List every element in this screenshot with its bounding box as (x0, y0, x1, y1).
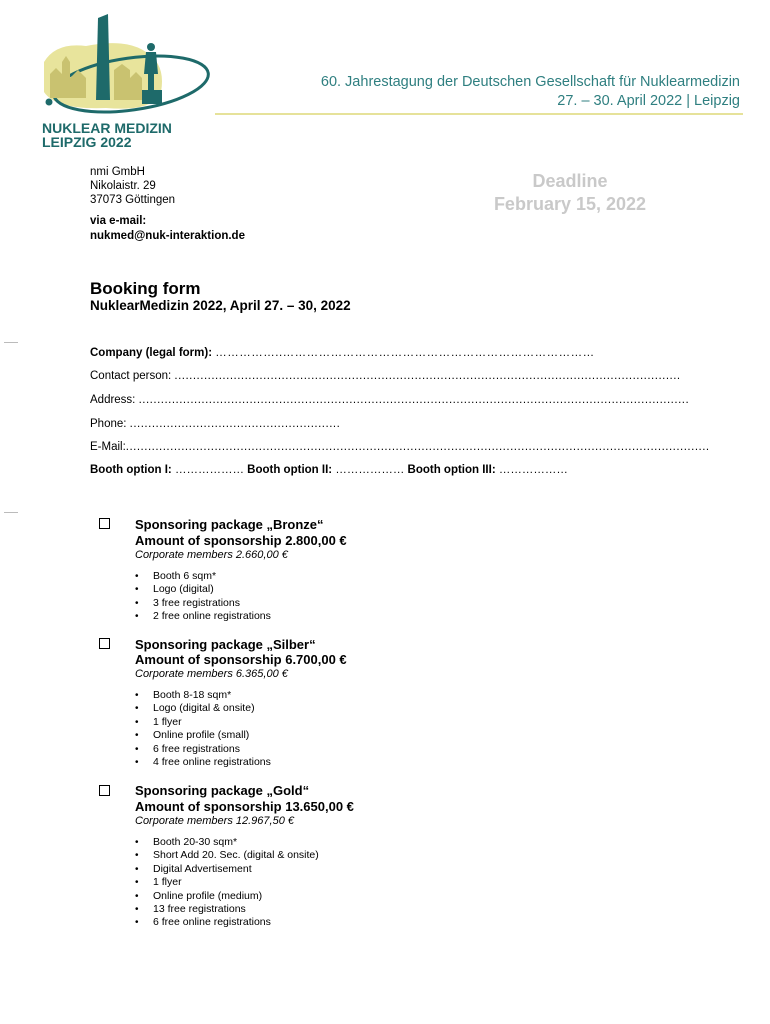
deadline-date: February 15, 2022 (493, 194, 647, 214)
list-item: • Online profile (small) (135, 729, 271, 742)
bronze-package-amount: Amount of sponsorship 2.800,00 € (135, 533, 347, 548)
list-item: • 6 free registrations (135, 743, 271, 756)
gold-package-benefits (135, 836, 319, 930)
congress-date-location: 27. – 30. April 2022 | Leipzig (557, 93, 740, 109)
bronze-package-title: Sponsoring package „Bronze“ (135, 517, 324, 532)
silber-package-amount: Amount of sponsorship 6.700,00 € (135, 652, 347, 667)
booth-options-row[interactable] (90, 464, 638, 476)
address-label: Address: (90, 394, 136, 406)
contact-label: Contact person: (90, 370, 172, 382)
list-item: • 1 flyer (135, 716, 271, 729)
list-item: • Booth 20-30 sqm* (135, 836, 319, 849)
congress-title: 60. Jahrestagung der Deutschen Gesellschaft für Nuklearmedizin (320, 74, 740, 90)
list-item: • 3 free registrations (135, 597, 271, 610)
via-email-label: via e-mail: (90, 215, 147, 227)
logo-title: NUKLEAR MEDIZIN (42, 120, 172, 136)
list-item: • Booth 8-18 sqm* (135, 689, 271, 702)
contact-field[interactable] (90, 370, 681, 382)
list-item: • 2 free online registrations (135, 610, 271, 623)
margin-mark (4, 512, 18, 513)
list-item: • 6 free online registrations (135, 916, 319, 929)
list-item: • Logo (digital) (135, 583, 271, 596)
list-item: • 13 free registrations (135, 903, 319, 916)
list-item: • 1 flyer (135, 876, 319, 889)
list-item: • Logo (digital & onsite) (135, 702, 271, 715)
recipient-street: Nikolaistr. 29 (90, 180, 156, 192)
list-item: • Digital Advertisement (135, 863, 319, 876)
header-rule (215, 113, 743, 115)
email-field[interactable] (90, 441, 710, 453)
gold-package-amount: Amount of sponsorship 13.650,00 € (135, 799, 354, 814)
address-fill-line[interactable]: ..................................................................................................................................................... (138, 394, 690, 406)
silber-package-corporate-price: Corporate members 6.365,00 € (135, 668, 288, 680)
email-fill-line[interactable]: .............................................................................................................................................................. (125, 441, 710, 453)
list-item: • Short Add 20. Sec. (digital & onsite) (135, 849, 319, 862)
logo-subtitle: LEIPZIG 2022 (42, 134, 132, 150)
silber-package-checkbox[interactable] (99, 638, 110, 649)
recipient-company: nmi GmbH (90, 166, 145, 178)
margin-mark (4, 342, 18, 343)
booth-option-3-fill[interactable]: ……………… (498, 464, 568, 476)
booth-option-2-fill[interactable]: ……………… (335, 464, 405, 476)
company-label: Company (legal form): (90, 347, 213, 359)
booth-option-2-label: Booth option II: (247, 464, 333, 476)
booth-option-3-label: Booth option III: (407, 464, 496, 476)
gold-package-checkbox[interactable] (99, 785, 110, 796)
contact-fill-line[interactable]: ......................................................................................................................................... (174, 370, 681, 382)
silber-package-benefits (135, 689, 271, 769)
phone-field[interactable] (90, 418, 638, 430)
list-item: • 4 free online registrations (135, 756, 271, 769)
phone-label: Phone: (90, 418, 127, 430)
booth-option-1-label: Booth option I: (90, 464, 172, 476)
recipient-city: 37073 Göttingen (90, 194, 176, 206)
list-item: • Online profile (medium) (135, 890, 319, 903)
company-fill-line[interactable]: ……………..…………………………………………………………………… (215, 347, 595, 359)
address-field[interactable] (90, 394, 690, 406)
phone-fill-line[interactable]: ......................................................... (129, 418, 341, 430)
deadline-label: Deadline (532, 171, 608, 191)
bronze-package-checkbox[interactable] (99, 518, 110, 529)
email-label: E-Mail: (90, 441, 126, 453)
bronze-package-benefits (135, 570, 271, 624)
booking-form-subtitle: NuklearMedizin 2022, April 27. – 30, 2022 (90, 298, 351, 313)
gold-package-title: Sponsoring package „Gold“ (135, 783, 310, 798)
booking-form-title: Booking form (90, 279, 201, 298)
booth-option-1-fill[interactable]: ……………… (174, 464, 244, 476)
list-item: • Booth 6 sqm* (135, 570, 271, 583)
gold-package-corporate-price: Corporate members 12.967,50 € (135, 815, 294, 827)
silber-package-title: Sponsoring package „Silber“ (135, 637, 316, 652)
recipient-email[interactable]: nukmed@nuk-interaktion.de (90, 230, 245, 242)
company-field[interactable] (90, 347, 638, 359)
bronze-package-corporate-price: Corporate members 2.660,00 € (135, 549, 288, 561)
